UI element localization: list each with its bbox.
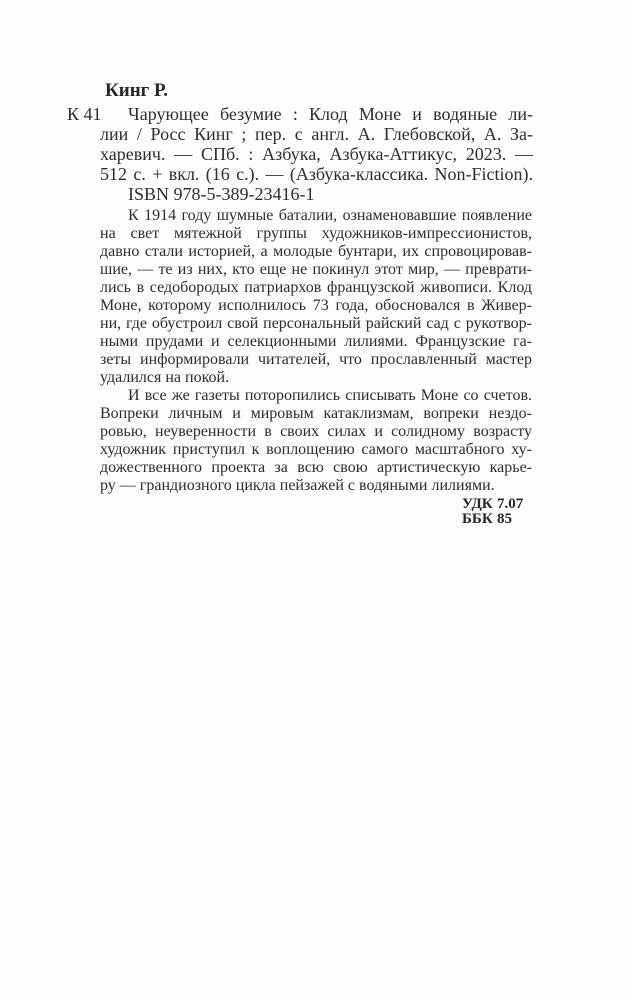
annotation-line: ровью, неуверенности в своих силах и солидному возрасту [100,423,532,440]
annotation-line: дожественного проекта за всю свою артистическую карье- [100,459,532,476]
annotation-line: Вопреки личным и мировым катаклизмам, вопреки нездо- [100,405,532,422]
annotation-line: зеты информировали читателей, что прославленный мастер [100,351,532,368]
author-heading: Кинг Р. [105,80,169,101]
biblio-line-2: лии / Росс Кинг ; пер. с англ. А. Глебовской, А. За- [100,124,533,144]
annotation-line: Моне, которому исполнилось 73 года, обосновался в Живер- [100,297,532,314]
annotation-line: ру — грандиозного цикла пейзажей с водяными лилиями. [100,477,495,494]
classification-codes [462,497,523,526]
annotation-line: удалился на покой. [100,369,230,386]
biblio-line-4: 512 с. + вкл. (16 с.). — (Азбука-классика. Non-Fiction). [100,164,533,184]
annotation [100,207,532,495]
udk-label: УДК [462,496,493,512]
bbk-value: 85 [497,510,512,527]
annotation-line: шие, — те из них, кто еще не покинул этот мир, — преврати- [100,261,532,278]
classification-index-code: К 41 [67,104,102,124]
annotation-line: К 1914 году шумные баталии, ознаменовавшие появление [128,207,532,224]
bbk-code [462,512,523,527]
annotation-line: лись в седобородых патриархов французской живописи. Клод [100,279,532,296]
udk-value: 7.07 [497,496,524,512]
biblio-line-3: харевич. — СПб. : Азбука, Азбука-Аттикус, 2023. — [100,144,533,164]
udk-code [462,497,523,512]
annotation-line: И все же газеты поторопились списывать Моне со счетов. [128,387,532,404]
annotation-line: ни, где обустроил свой персональный райский сад с рукотвор- [100,315,532,332]
isbn: ISBN 978-5-389-23416-1 [128,184,315,204]
annotation-paragraph-1 [100,207,532,387]
annotation-paragraph-2 [100,387,532,495]
annotation-line: художник приступил к воплощению самого масштабного ху- [100,441,532,458]
annotation-line: на свет мятежной группы художников-импрессионистов, [100,225,532,242]
annotation-line: давно стали историей, а молодые бунтари, их спровоцировав- [100,243,532,260]
annotation-line: ными прудами и селекционными лилиями. Французские га- [100,333,532,350]
bibliographic-description [100,104,533,204]
bbk-label: ББК [462,510,493,527]
biblio-line-1: Чарующее безумие : Клод Моне и водяные ли- [128,104,533,124]
